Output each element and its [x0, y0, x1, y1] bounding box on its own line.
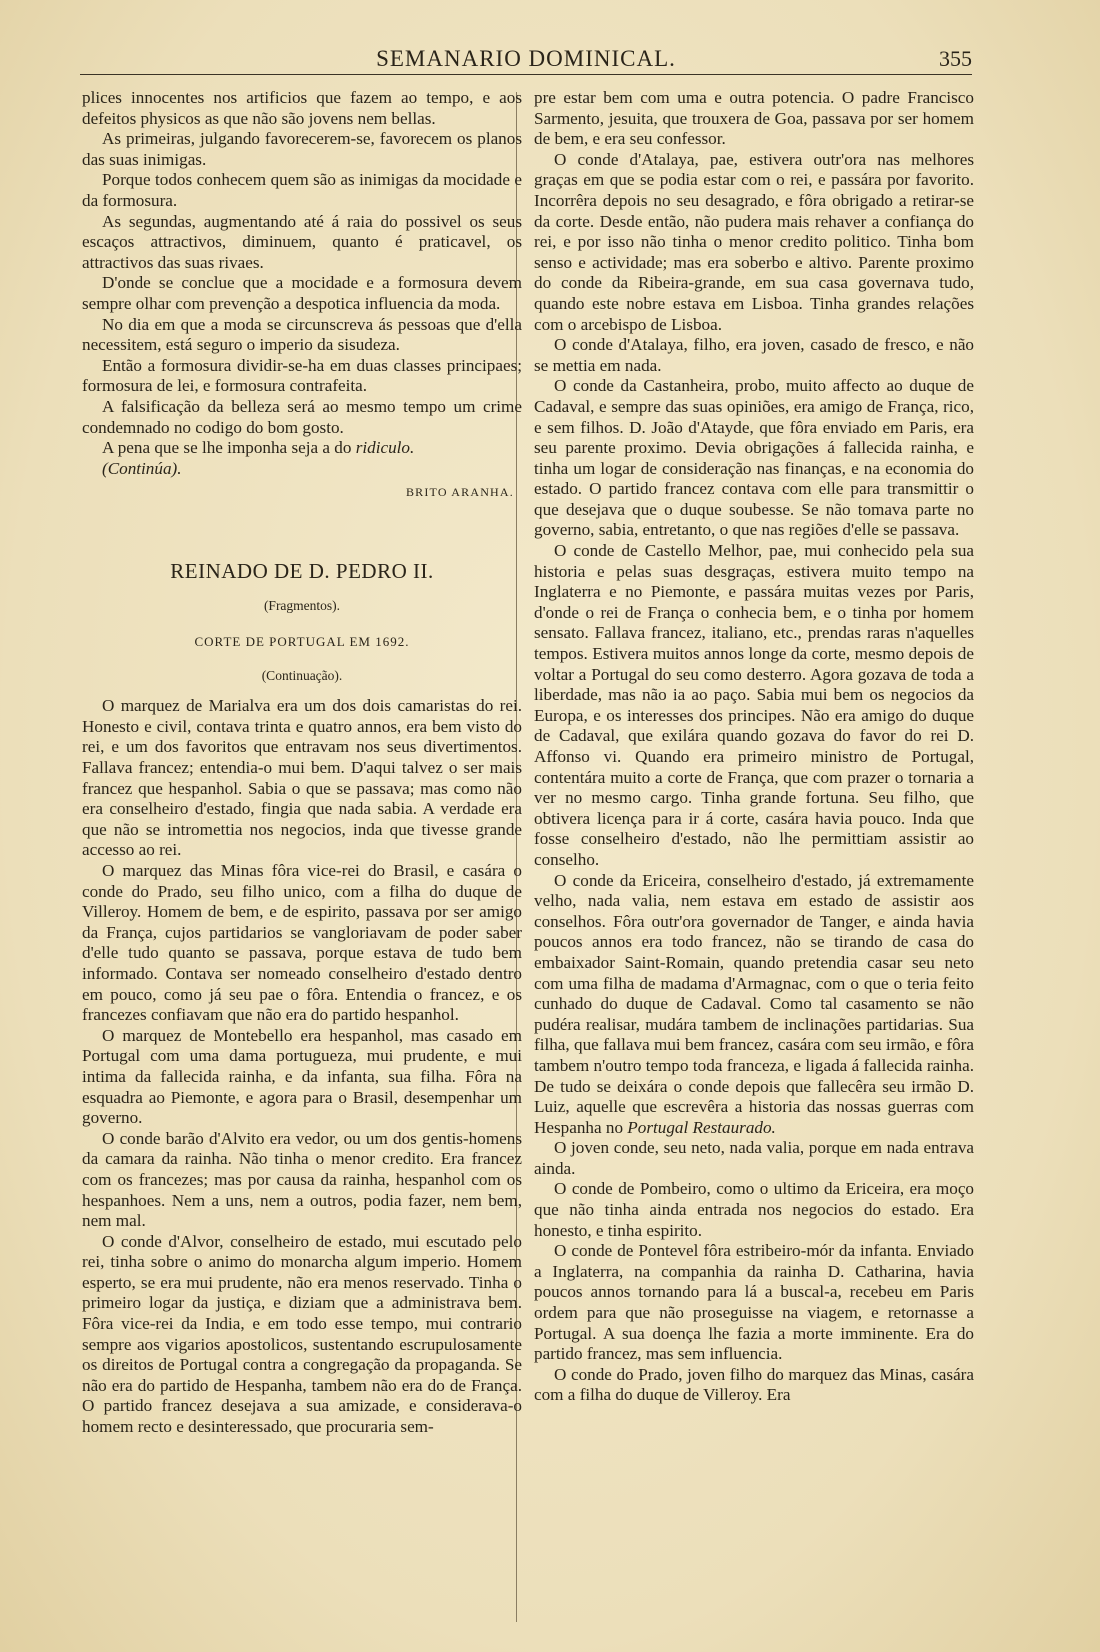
section-title: REINADO DE D. PEDRO II. [170, 558, 434, 583]
section-continuation: (Continuação). [261, 667, 343, 683]
author-signature: BRITO ARANHA. [405, 485, 514, 500]
book-title-italic: Portugal Restaurado. [627, 1117, 776, 1137]
ericeira-text: O conde da Ericeira, conselheiro d'estado, já extremamente velho, nada valia, nem estava em estado de assistir aos conselhos. Fôra outr'ora governador de Tanger, e ainda havia poucos annos era todo francez, não se tirando de casa do embaixador Saint-Romain, quando pretendia casar seu neto com uma filha de madama d'Armagnac, com o que o teria feito cunhado do duque de Cadaval. Como tal casamento se não pudéra realisar, mudára tambem de inclinações partidarias. Sua filha, que fallava mui bem francez, casára com seu irmão, e fôra tambem n'outro tempo toda franceza, e ligada á fallecida rainha. De tudo se deixára o conde depois que fallecêra seu irmão D. Luiz, aquelle que escrevêra a historia das nossas guerras com Hespanha no [534, 870, 974, 1137]
page-header [80, 44, 972, 75]
paragraph: pre estar bem com uma e outra potencia. O padre Francisco Sarmento, jesuita, que trouxera de Goa, passava por ser homem de bem, e era seu confessor. [534, 88, 974, 149]
journal-title: SEMANARIO DOMINICAL. [376, 46, 676, 71]
paragraph: O joven conde, seu neto, nada valia, porque em nada entrava ainda. [534, 1138, 974, 1178]
right-column [534, 88, 974, 1406]
paragraph: O marquez de Montebello era hespanhol, mas casado em Portugal com uma dama portugueza, mui prudente, e mui intima da fallecida rainha, e da infanta, sua filha. Fôra na esquadra ao Piemonte, e agora para o Brasil, desempenhar um governo. [82, 1025, 522, 1128]
section-gap [82, 503, 522, 539]
section-fragments: (Fragmentos). [263, 598, 341, 614]
paragraph: O conde de Pombeiro, como o ultimo da Ericeira, era moço que não tinha ainda entrada nos negocios do estado. Era honesto, e tinha espirito. [534, 1179, 974, 1240]
paragraph: O conde de Castello Melhor, pae, mui conhecido pela sua historia e pelas suas desgraças, estivera muito tempo na Inglaterra e no Piemonte, e passára muitas vezes por Paris, d'onde o rei de França o conhecia bem, e o tinha por homem sensato. Fallava francez, italiano, etc., prendas raras n'aquelles tempos. Estivera muitos annos longe da corte, mesmo depois de voltar a Portugal do seu como desterro. Agora gozava de toda a liberdade, mas não ia ao paço. Sabia mui bem os negocios da Europa, e os interesses dos principes. Não era amigo do duque de Cadaval, que exilára quando gozava do favor do rei D. Affonso vi. Quando era primeiro ministro de Portugal, contentára muito a corte de França, que com prazer o tornaria a ver no mesmo cargo. Tinha grande fortuna. Seu filho, que obtivera licença para ir á corte, casára havia pouco. Inda que fosse conselheiro d'estado, não lhe permittiam assistir ao conselho. [534, 541, 974, 869]
continua-note [82, 459, 522, 480]
paragraph: O conde barão d'Alvito era vedor, ou um dos gentis-homens da camara da rainha. Não tinha o menor credito. Era francez com os francezes; mas por causa da rainha, hespanhol com os hespanhoes. Nem a uns, nem a outros, podia fazer, nem bem, nem mal. [82, 1128, 522, 1231]
paragraph: O marquez das Minas fôra vice-rei do Brasil, e casára o conde do Prado, seu filho unico, com a filha do duque de Villeroy. Homem de bem, e de espirito, passava por ser amigo da França, cujos partidarios se vangloriavam de poder saber d'elle tudo quanto se passava, porque estava de tudo bem informado. Contava ser nomeado conselheiro d'estado dentro em pouco, como já seu pae o fôra. Entendia o francez, e os francezes confiavam que não era do partido hespanhol. [82, 861, 522, 1025]
paragraph: A falsificação da belleza será ao mesmo tempo um crime condemnado no codigo do bom gosto. [82, 396, 522, 437]
paragraph: O conde d'Atalaya, pae, estivera outr'ora nas melhores graças em que se podia estar com o rei, e passára por favorito. Incorrêra depois no seu desagrado, e fôra obrigado a retirar-se da corte. Desde então, não pudera mais rehaver a confiança do rei, e por isso não tinha o menor credito politico. Tinha bom senso e actividade; mas era soberbo e altivo. Parente proximo do conde da Ribeira-grande, em sua casa governava tudo, quando este nobre estava em Lisboa. Tinha grandes relações com o arcebispo de Lisboa. [534, 149, 974, 334]
section-subtitle: CORTE DE PORTUGAL EM 1692. [194, 634, 410, 650]
closing-text: A pena que se lhe imponha seja a do [102, 438, 356, 458]
paragraph: As segundas, augmentando até á raia do possivel os seus escaços attractivos, diminuem, quanto é praticavel, os attractivos das suas rivaes. [82, 211, 522, 272]
paragraph: Então a formosura dividir-se-ha em duas classes principaes; formosura de lei, e formosura contrafeita. [82, 355, 522, 396]
paragraph: As primeiras, julgando favorecerem-se, favorecem os planos das suas inimigas. [82, 129, 522, 169]
paragraph: No dia em que a moda se circunscreva ás pessoas que d'ella necessitem, está seguro o imperio da sisudeza. [82, 314, 522, 355]
paragraph: plices innocentes nos artificios que fazem ao tempo, e aos defeitos physicos as que não são jovens nem bellas. [82, 88, 522, 128]
paragraph: O marquez de Marialva era um dos dois camaristas do rei. Honesto e civil, contava trinta e quatro annos, era bem visto do rei, e um dos favoritos que entravam nos seus divertimentos. Fallava francez; entendia-o mui bem. D'aqui talvez o ser mais francez que hespanhol. Sabia o que se passava; mas como não era conselheiro d'estado, fingia que nada sabia. A verdade era que não se intromettia nos negocios, inda que tivesse grande accesso ao rei. [82, 696, 522, 860]
closing-paragraph [82, 438, 522, 459]
paragraph: O conde d'Atalaya, filho, era joven, casado de fresco, e não se mettia em nada. [534, 335, 974, 375]
paragraph: O conde da Castanheira, probo, muito affecto ao duque de Cadaval, e sempre das suas opiniões, era amigo de França, rico, e sem filhos. D. João d'Atayde, que fôra enviado em Paris, era seu parente proximo. Devia obrigações á fallecida rainha, e tinha um logar de consideração nas finanças, e na economia do estado. O partido francez contava com elle para transmittir o que desejava que o duque soubesse. Se não tomava parte no governo, sabia, entretanto, o que nas regiões d'elle se passava. [534, 376, 974, 540]
paragraph: O conde do Prado, joven filho do marquez das Minas, casára com a filha do duque de Villeroy. Era [534, 1364, 974, 1405]
paragraph: O conde de Pontevel fôra estribeiro-mór da infanta. Enviado a Inglaterra, na companhia da rainha D. Catharina, havia poucos annos tornando para lá a buscal-a, recebeu em Paris ordem para que não proseguisse na viagem, e retornasse a Portugal. A sua doença lhe fazia a morte imminente. Era do partido francez, mas sem influencia. [534, 1241, 974, 1364]
closing-italic: ridiculo. [355, 438, 415, 458]
paragraph-ericeira [534, 871, 974, 1139]
continua-text: (Continúa). [102, 458, 182, 478]
paragraph: D'onde se conclue que a mocidade e a formosura devem sempre olhar com prevenção a despotica influencia da moda. [82, 273, 522, 313]
paragraph: O conde d'Alvor, conselheiro de estado, mui escutado pelo rei, tinha sobre o animo do monarcha algum imperio. Homem esperto, se era mui prudente, não era menos reservado. Tinha o primeiro logar da justiça, e diziam que a administrava bem. Fôra vice-rei da India, e em todo esse tempo, mui contrario sempre aos vigarios apostolicos, sustentando escrupulosamente os direitos de Portugal contra a congregação da propaganda. Se não era do partido de Hespanha, tambem não era do de França. O partido francez desejava a sua amizade, e considerava-o homem recto e desinteressado, que procuraria sem- [82, 1231, 522, 1437]
left-column [82, 88, 522, 1438]
page-number: 355 [939, 46, 972, 71]
paragraph: Porque todos conhecem quem são as inimigas da mocidade e da formosura. [82, 170, 522, 210]
